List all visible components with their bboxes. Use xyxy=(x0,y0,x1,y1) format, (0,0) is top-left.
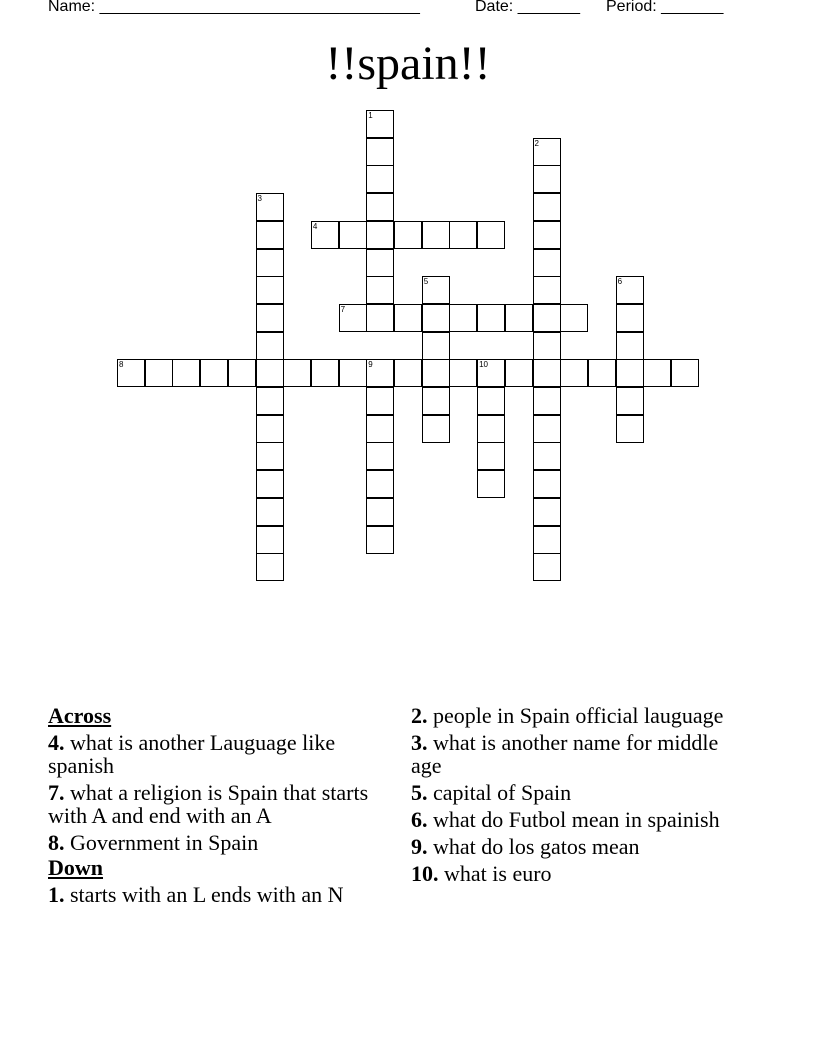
crossword-cell[interactable] xyxy=(533,304,561,332)
crossword-cell[interactable] xyxy=(560,359,588,387)
clue-down-2 xyxy=(411,704,751,727)
clue-text: people in Spain official lauguage xyxy=(433,703,724,728)
crossword-cell[interactable] xyxy=(533,387,561,415)
crossword-cell[interactable] xyxy=(449,221,477,249)
crossword-cell[interactable] xyxy=(366,387,394,415)
crossword-cell[interactable] xyxy=(477,442,505,470)
crossword-cell[interactable] xyxy=(477,415,505,443)
clue-text: starts with an L ends with an N xyxy=(70,882,344,907)
crossword-cell[interactable] xyxy=(256,276,284,304)
crossword-cell[interactable] xyxy=(256,332,284,360)
crossword-cell[interactable] xyxy=(366,193,394,221)
clue-number-label: 7 xyxy=(340,304,346,314)
clue-number-label: 10 xyxy=(479,360,488,370)
crossword-cell[interactable] xyxy=(560,304,588,332)
crossword-cell[interactable] xyxy=(533,415,561,443)
crossword-cell[interactable] xyxy=(533,470,561,498)
clue-text: capital of Spain xyxy=(433,780,572,805)
crossword-cell[interactable] xyxy=(366,165,394,193)
crossword-cell[interactable] xyxy=(477,470,505,498)
clue-down-3 xyxy=(411,731,751,777)
clue-number: 2. xyxy=(411,703,428,728)
crossword-cell[interactable] xyxy=(616,304,644,332)
crossword-cell[interactable] xyxy=(422,387,450,415)
crossword-cell[interactable] xyxy=(283,359,311,387)
crossword-cell[interactable] xyxy=(256,526,284,554)
down-heading: Down xyxy=(48,855,104,880)
clue-text: Government in Spain xyxy=(70,830,259,855)
clue-down-1 xyxy=(48,883,388,906)
crossword-cell[interactable] xyxy=(533,498,561,526)
crossword-cell[interactable] xyxy=(394,304,422,332)
clue-number: 3. xyxy=(411,730,428,755)
crossword-cell[interactable] xyxy=(256,304,284,332)
crossword-cell[interactable] xyxy=(643,359,671,387)
crossword-cell[interactable] xyxy=(256,249,284,277)
crossword-cell[interactable] xyxy=(339,221,367,249)
clue-across-8 xyxy=(48,831,388,854)
crossword-cell[interactable] xyxy=(366,276,394,304)
crossword-cell[interactable] xyxy=(616,415,644,443)
crossword-cell[interactable] xyxy=(533,553,561,581)
crossword-cell[interactable] xyxy=(394,359,422,387)
crossword-cell[interactable] xyxy=(588,359,616,387)
crossword-cell[interactable] xyxy=(256,470,284,498)
crossword-cell[interactable] xyxy=(449,359,477,387)
clue-down-10 xyxy=(411,862,751,885)
crossword-cell[interactable] xyxy=(533,442,561,470)
clue-across-4 xyxy=(48,731,388,777)
crossword-cell[interactable] xyxy=(145,359,173,387)
crossword-cell[interactable] xyxy=(256,498,284,526)
clue-down-6 xyxy=(411,808,751,831)
crossword-cell[interactable] xyxy=(311,359,339,387)
clue-text: what do los gatos mean xyxy=(433,834,640,859)
clue-number-label: 2 xyxy=(534,138,539,148)
clue-down-9 xyxy=(411,835,751,858)
clue-number: 6. xyxy=(411,807,428,832)
crossword-cell[interactable] xyxy=(366,138,394,166)
crossword-cell[interactable] xyxy=(256,387,284,415)
crossword-cell[interactable] xyxy=(533,193,561,221)
clue-text: what is euro xyxy=(444,861,552,886)
crossword-cell[interactable] xyxy=(533,276,561,304)
clue-down-5 xyxy=(411,781,751,804)
crossword-cell[interactable] xyxy=(533,165,561,193)
crossword-cell[interactable] xyxy=(505,359,533,387)
clue-number: 8. xyxy=(48,830,65,855)
clue-text: what is another Lauguage like spanish xyxy=(48,730,336,778)
crossword-cell[interactable] xyxy=(533,359,561,387)
crossword-cell[interactable] xyxy=(366,249,394,277)
clue-number-label: 9 xyxy=(368,360,373,370)
clue-number: 1. xyxy=(48,882,65,907)
crossword-cell[interactable] xyxy=(422,221,450,249)
period-field-label[interactable]: Period: _______ xyxy=(606,0,724,15)
crossword-cell[interactable] xyxy=(505,304,533,332)
crossword-cell[interactable] xyxy=(339,359,367,387)
crossword-cell[interactable] xyxy=(533,526,561,554)
crossword-cell[interactable] xyxy=(366,442,394,470)
crossword-cell[interactable] xyxy=(256,553,284,581)
crossword-cell[interactable] xyxy=(366,415,394,443)
clue-number-label: 5 xyxy=(423,277,429,287)
clues-left-column xyxy=(48,702,388,906)
crossword-cell[interactable] xyxy=(477,387,505,415)
clue-number: 7. xyxy=(48,780,65,805)
crossword-cell[interactable] xyxy=(422,415,450,443)
across-heading: Across xyxy=(48,703,112,728)
crossword-cell[interactable] xyxy=(616,359,644,387)
crossword-cell[interactable] xyxy=(366,221,394,249)
crossword-cell[interactable] xyxy=(671,359,699,387)
puzzle-title: !!spain!! xyxy=(325,37,491,90)
clue-number-label: 3 xyxy=(257,194,262,204)
clue-text: what a religion is Spain that starts with A and end with an A xyxy=(48,780,369,828)
name-field-label[interactable]: Name: ____________________________________ xyxy=(48,0,420,15)
clue-number: 5. xyxy=(411,780,428,805)
crossword-cell[interactable] xyxy=(449,304,477,332)
clue-across-7 xyxy=(48,781,388,827)
crossword-cell[interactable] xyxy=(366,498,394,526)
crossword-cell[interactable] xyxy=(256,221,284,249)
crossword-cell[interactable] xyxy=(256,415,284,443)
crossword-cell[interactable] xyxy=(616,332,644,360)
clue-number-label: 6 xyxy=(617,277,623,287)
crossword-cell[interactable] xyxy=(477,221,505,249)
crossword-cell[interactable] xyxy=(533,332,561,360)
crossword-cell[interactable] xyxy=(422,359,450,387)
crossword-cell[interactable] xyxy=(533,221,561,249)
crossword-cell[interactable] xyxy=(200,359,228,387)
crossword-cell[interactable] xyxy=(533,249,561,277)
clue-text: what is another name for middle age xyxy=(411,730,719,778)
clue-number-label: 8 xyxy=(119,360,124,370)
crossword-cell[interactable] xyxy=(616,387,644,415)
crossword-cell[interactable] xyxy=(366,304,394,332)
crossword-cell[interactable] xyxy=(172,359,200,387)
crossword-cell[interactable] xyxy=(256,442,284,470)
crossword-cell[interactable] xyxy=(256,359,284,387)
crossword-cell[interactable] xyxy=(366,526,394,554)
clue-number: 9. xyxy=(411,834,428,859)
crossword-cell[interactable] xyxy=(228,359,256,387)
crossword-cell[interactable] xyxy=(422,332,450,360)
clue-text: what do Futbol mean in spainish xyxy=(433,807,720,832)
clue-number-label: 4 xyxy=(312,221,318,231)
clue-number: 10. xyxy=(411,861,439,886)
crossword-cell[interactable] xyxy=(394,221,422,249)
clue-number-label: 1 xyxy=(368,111,373,120)
date-field-label[interactable]: Date: _______ xyxy=(475,0,580,15)
clues-right-column xyxy=(411,702,751,885)
clue-number: 4. xyxy=(48,730,65,755)
crossword-cell[interactable] xyxy=(422,304,450,332)
crossword-cell[interactable] xyxy=(477,304,505,332)
crossword-cell[interactable] xyxy=(366,470,394,498)
